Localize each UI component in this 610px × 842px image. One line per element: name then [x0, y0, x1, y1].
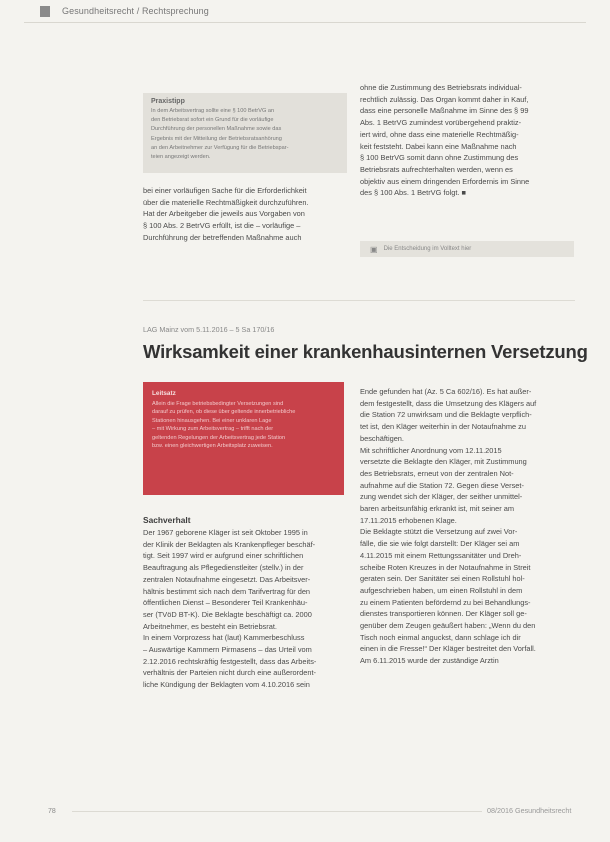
tip-line: Ergebnis mit der Mitteilung der Betriebsratsanhörung [151, 135, 282, 142]
leitsatz-line: bzw. einen gleichwertigen Arbeitsplatz zuweisen. [152, 443, 273, 450]
text-line: Arbeitnehmer, es besteht ein Betriebsrat. [143, 621, 277, 631]
text-line: – Auswärtige Kammern Pirmasens – das Urteil vom [143, 645, 312, 655]
article-right-column [360, 386, 578, 667]
leitsatz-box [143, 382, 344, 495]
text-line: einen in die Fresse!“ Der Kläger bestreitet den Vorfall. [360, 644, 536, 654]
leitsatz-line: – mit Wirkung zum Arbeitsvertrag – trifft nach der [152, 426, 274, 433]
text-line: verhältnis der Parteien nicht durch eine außerordent- [143, 668, 316, 678]
praxistipp-box [143, 93, 347, 173]
text-line: zu einem Patienten befördernd zu bei Behandlungs- [360, 597, 531, 607]
text-line: Beauftragung als Pflegedienstleiter (stellv.) in der [143, 563, 304, 573]
text-line: öffentlichen Dienst – Besonderer Teil Krankenhäu- [143, 598, 308, 608]
leitsatz-line: Stationen hinausgehen. Bei einer unklaren Lage [152, 417, 272, 424]
text-line: tet ist, den Kläger weiterhin in der Notaufnahme zu [360, 422, 526, 432]
tip-line: teien angezeigt werden. [151, 154, 211, 161]
text-line: der Klinik der Beklagten als Krankenpfleger beschäf- [143, 539, 316, 549]
section-marker [40, 6, 50, 17]
text-line: Am 6.11.2015 wurde der zuständige Arztin [360, 656, 499, 666]
text-line: zung wendet sich der Kläger, der seither unmittel- [360, 492, 523, 502]
text-line: über die materielle Rechtmäßigkeit durchzuführen. [143, 197, 309, 207]
tip-line: Durchführung der personellen Maßnahme sowie das [151, 126, 282, 133]
text-line: zentralen Notaufnahme eingesetzt. Das Arbeitsver- [143, 574, 311, 584]
text-line: rechtlich zulässig. Das Organ kommt daher in Kauf, [360, 94, 529, 104]
leitsatz-title: Leitsatz [152, 390, 176, 397]
text-line: dienstes transportieren können. Der Kläger soll ge- [360, 609, 527, 619]
text-line: aufnahme auf die Station 72. Gegen diese Verset- [360, 480, 524, 490]
leitsatz-line: darauf zu prüfen, ob diese über geltende innerbetriebliche [152, 409, 296, 416]
article-headline: Wirksamkeit einer krankenhausinternen Versetzung [143, 341, 588, 362]
text-line: dass eine personelle Maßnahme im Sinne des § 99 [360, 106, 529, 116]
text-line: Tisch noch einmal anguckst, dann schlage ich dir [360, 632, 521, 642]
article-divider [143, 300, 575, 301]
text-line: bei einer vorläufigen Sache für die Erforderlichkeit [143, 186, 307, 195]
text-line: fälle, die sie wie folgt darstellt: Der Kläger sei am [360, 539, 520, 549]
footer-divider [72, 811, 482, 812]
running-header: Gesundheitsrecht / Rechtsprechung [62, 6, 209, 16]
text-line: 2.12.2016 rechtskräftig festgestellt, dass das Arbeits- [143, 656, 317, 666]
previous-article-right-column [360, 82, 578, 199]
full-text-link[interactable] [360, 241, 574, 257]
text-line: Die Beklagte stützt die Versetzung auf zwei Vor- [360, 527, 518, 537]
text-line: dem festgestellt, dass die Umsetzung des Klägers auf [360, 398, 537, 408]
text-line: des § 100 Abs. 1 BetrVG folgt. ■ [360, 188, 466, 198]
footer-issue: 08/2016 Gesundheitsrecht [487, 806, 572, 815]
text-line: beschäftigen. [360, 433, 404, 443]
previous-article-left-column [143, 185, 351, 244]
text-line: iert wird, ohne dass eine materielle Rechtmäßig- [360, 129, 519, 139]
text-line: keit feststeht. Dabei kann eine Maßnahme nach [360, 141, 517, 151]
text-line: Hat der Arbeitgeber die jeweils aus Vorgaben von [143, 209, 305, 219]
leitsatz-line: geltenden Regelungen der Arbeitsvertrag jede Station [152, 434, 286, 441]
text-line: die Station 72 unwirksam und die Beklagte verpflich- [360, 410, 532, 420]
text-line: Durchführung der betreffenden Maßnahme auch [143, 232, 302, 242]
text-line: Abs. 1 BetrVG zumindest vorübergehend praktiz- [360, 118, 522, 128]
text-line: In einem Vorprozess hat (laut) Kammerbeschluss [143, 633, 305, 643]
text-line: liche Kündigung der Beklagten vom 4.10.2016 sein [143, 680, 310, 690]
praxistipp-text [151, 107, 339, 162]
text-line: Ende gefunden hat (Az. 5 Ca 602/16). Es hat außer- [360, 387, 532, 396]
page-number: 78 [48, 808, 56, 815]
text-line: ohne die Zustimmung des Betriebsrats individual- [360, 83, 522, 92]
tip-line: an den Arbeitnehmer zur Verfügung für die Betriebspar- [151, 144, 289, 151]
header-divider [24, 22, 586, 23]
text-line: baren arbeitsunfähig erkrankt ist, mit seiner am [360, 504, 515, 514]
article-left-column [143, 527, 351, 691]
text-line: Mit schriftlicher Anordnung vom 12.11.2015 [360, 445, 502, 455]
full-text-link-label: Die Entscheidung im Volltext hier [383, 246, 472, 252]
leitsatz-line: Allein die Frage betriebsbedingter Versetzungen sind [152, 401, 284, 407]
text-line: ser (TVöD BT-K). Die Beklagte beschäftigt ca. 2000 [143, 609, 312, 619]
text-line: objektiv aus einem dringenden Erfordernis im Sinne [360, 176, 530, 186]
case-reference: LAG Mainz vom 5.11.2016 – 5 Sa 170/16 [143, 325, 275, 334]
tip-line: In dem Arbeitsvertrag sollte eine § 100 BetrVG an [151, 108, 275, 114]
text-line: scheibe Roten Kreuzes in der Notaufnahme in Streit [360, 562, 531, 572]
text-line: § 100 Abs. 2 BetrVG erfüllt, ist die – vorläufige – [143, 221, 301, 231]
section-heading-sachverhalt: Sachverhalt [143, 515, 191, 525]
text-line: des Betriebsrats, erneut von der zentralen Not- [360, 468, 514, 478]
document-icon: ▣ [370, 244, 378, 254]
tip-line: den Betriebsrat sofort ein Grund für die vorläufige [151, 117, 274, 124]
text-line: versetzte die Beklagte den Kläger, mit Zustimmung [360, 457, 527, 467]
text-line: genüber dem Zeugen geäußert haben: „Wenn du den [360, 621, 536, 631]
text-line: Betriebsrats aufrechterhalten werden, wenn es [360, 164, 513, 174]
text-line: aufgeschrieben haben, um einen Rollstuhl in dem [360, 585, 523, 595]
text-line: 4.11.2015 mit einem Rettungssanitäter und Dreh- [360, 550, 522, 560]
text-line: geraten sein. Der Sanitäter sei einen Rollstuhl hol- [360, 574, 525, 584]
text-line: tigt. Seit 1997 wird er aufgrund einer schriftlichen [143, 551, 304, 561]
praxistipp-title: Praxistipp [151, 98, 185, 105]
text-line: § 100 BetrVG somit dann ohne Zustimmung des [360, 153, 519, 163]
text-line: 17.11.2015 erhobenen Klage. [360, 515, 457, 525]
text-line: hältnis bestimmt sich nach dem Tarifvertrag für den [143, 586, 311, 596]
text-line: Der 1967 geborene Kläger ist seit Oktober 1995 in [143, 528, 308, 537]
